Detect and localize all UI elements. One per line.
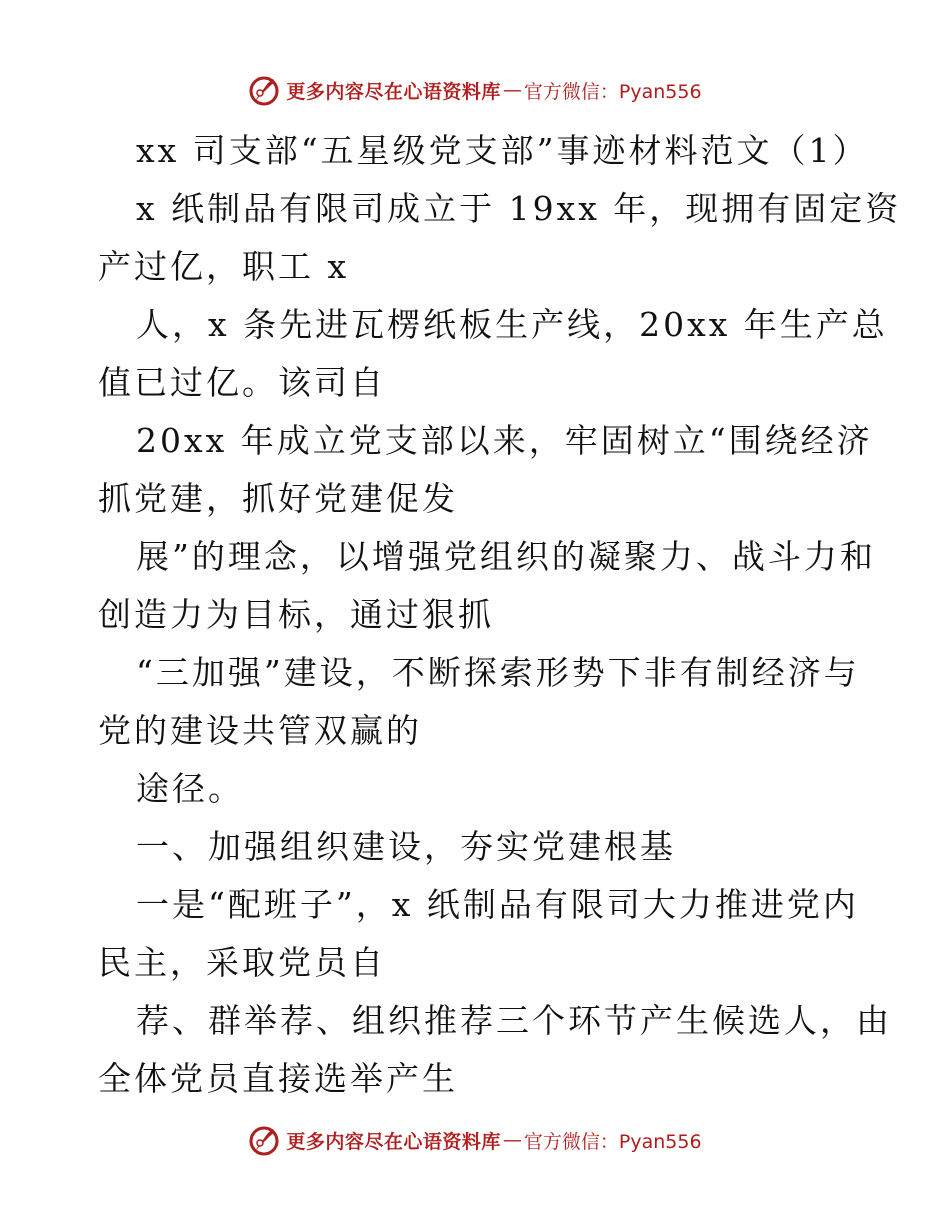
header-separator: — (502, 79, 522, 101)
header-contact-text: 官方微信：Pyan556 (523, 80, 702, 103)
paragraph-line: 人，x 条先进瓦楞纸板生产线，20xx 年生产总 (136, 305, 888, 344)
section-heading: 一、加强组织建设，夯实党建根基 (136, 827, 676, 866)
footer-brand-text: 更多内容尽在心语资料库 (286, 1130, 501, 1153)
paragraph-line: 20xx 年成立党支部以来，牢固树立“围绕经济 (136, 421, 873, 460)
footer-separator: — (502, 1129, 522, 1151)
paragraph-line: 全体党员直接选举产生 (98, 1059, 458, 1098)
paragraph-line: 途径。 (136, 769, 244, 808)
footer-banner (0, 1120, 950, 1160)
pen-logo-icon (248, 1124, 280, 1156)
paragraph-line: 党的建设共管双赢的 (98, 711, 422, 750)
paragraph-line: 荐、群举荐、组织推荐三个环节产生候选人，由 (136, 1001, 892, 1040)
document-body (98, 122, 902, 1108)
paragraph-line: 民主，采取党员自 (98, 943, 386, 982)
header-banner (0, 70, 950, 110)
paragraph-line: 抓党建，抓好党建促发 (98, 479, 458, 518)
paragraph-line: 创造力为目标，通过狠抓 (98, 595, 494, 634)
paragraph-line: 产过亿，职工 x (98, 247, 350, 286)
pen-logo-icon (248, 74, 280, 106)
document-title: xx 司支部“五星级党支部”事迹材料范文（1） (136, 131, 869, 170)
footer-contact-text: 官方微信：Pyan556 (523, 1130, 702, 1153)
paragraph-line: 展”的理念，以增强党组织的凝聚力、战斗力和 (136, 537, 876, 576)
paragraph-line: “三加强”建设，不断探索形势下非有制经济与 (136, 653, 860, 692)
paragraph-line: 一是“配班子”，x 纸制品有限司大力推进党内 (136, 885, 859, 924)
header-brand-text: 更多内容尽在心语资料库 (286, 80, 501, 103)
paragraph-line: x 纸制品有限司成立于 19xx 年，现拥有固定资 (136, 189, 902, 228)
paragraph-line: 值已过亿。该司自 (98, 363, 386, 402)
